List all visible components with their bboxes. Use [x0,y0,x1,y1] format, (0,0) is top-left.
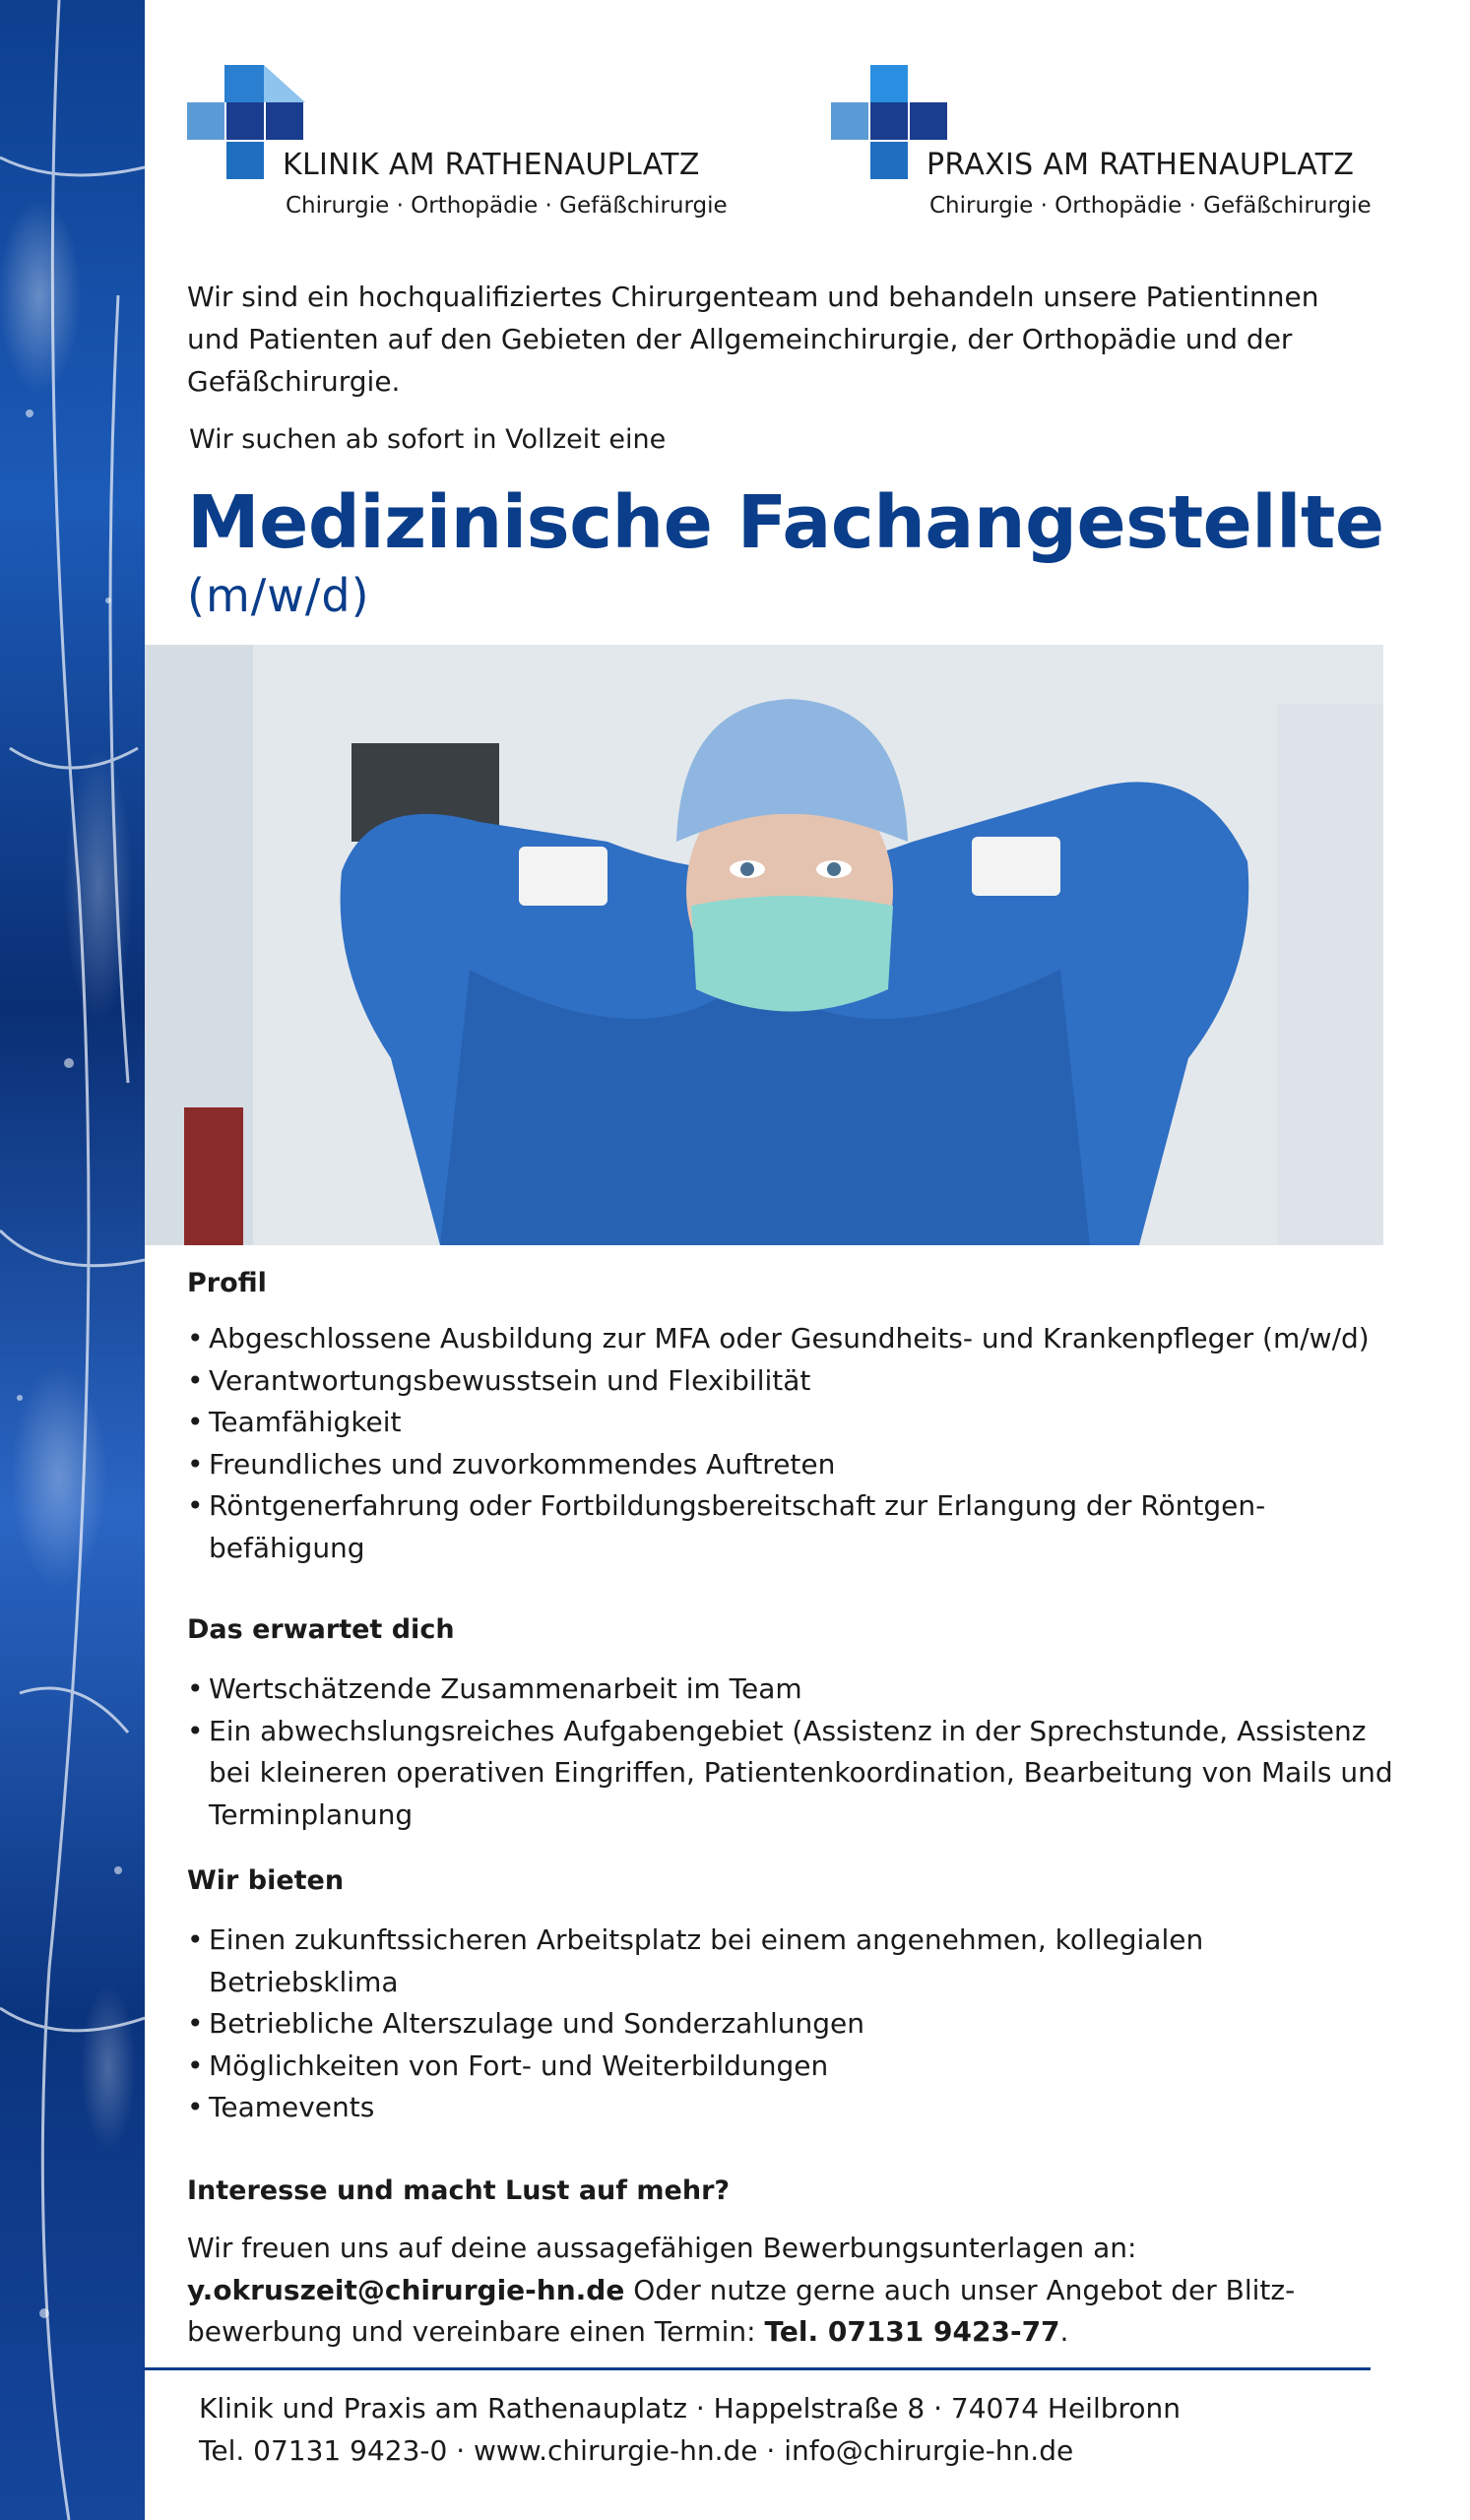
list-item: • Abgeschlossene Ausbildung zur MFA oder Gesundheits- und Krankenpfleger (m/w/d) [187,1318,1408,1360]
decorative-side-strip [0,0,145,2520]
profil-list [187,1318,1408,1569]
list-item: • Teamfähigkeit [187,1402,1408,1444]
cta-text: . [1059,2315,1069,2348]
application-call-to-action [187,2228,1359,2354]
logo-subtitle: Chirurgie · Orthopädie · Gefäßchirurgie [929,193,1372,219]
list-item: • Wertschätzende Zusammenarbeit im Team [187,1669,1408,1711]
footer [199,2388,1181,2472]
footer-contact: Tel. 07131 9423-0 · www.chirurgie-hn.de · info@chirurgie-hn.de [199,2433,1074,2467]
contact-phone[interactable]: Tel. 07131 9423-77 [764,2315,1060,2348]
list-item: • Freundliches und zuvorkommendes Auftreten [187,1444,1408,1486]
logo-name: KLINIK AM RATHENAUPLATZ [283,148,700,182]
list-item: • Einen zukunftssicheren Arbeitsplatz bei einem angenehmen, kollegialen Betriebsklima [187,1920,1321,2003]
list-item: • Betriebliche Alterszulage und Sonderzahlungen [187,2003,1408,2046]
job-title-gender: (m/w/d) [187,569,370,622]
section-heading-profil: Profil [187,1268,267,1298]
texture-scratches [0,0,145,2520]
logo-name: PRAXIS AM RATHENAUPLATZ [927,148,1355,182]
bieten-list [187,1920,1408,2129]
section-heading-erwartet: Das erwartet dich [187,1614,455,1645]
surgeon-illustration [145,645,1383,1245]
erwartet-list [187,1669,1408,1836]
contact-email-link[interactable]: y.okruszeit@chirurgie-hn.de [187,2273,625,2306]
section-heading-bieten: Wir bieten [187,1865,345,1896]
list-item: • Ein abwechslungsreiches Aufgabengebiet (Assistenz in der Sprechstunde, Assistenz bei kleineren operativen Eingriffen, Patientenkoordination, Bearbeitung von Mails und Terminplanung [187,1711,1410,1837]
cta-text: Wir freuen uns auf deine aussagefähigen Bewerbungsunterlagen an: [187,2232,1137,2264]
list-item: • Röntgenerfahrung oder Fortbildungsbereitschaft zur Erlangung der Röntgen-befähigung [187,1485,1341,1569]
logo-subtitle: Chirurgie · Orthopädie · Gefäßchirurgie [286,193,728,219]
list-item: • Verantwortungsbewusstsein und Flexibilität [187,1360,1408,1403]
cta-text: Oder nutze gerne auch unser Angebot der Blitz-bewerbung und vereinbare einen Termin: [187,2273,1296,2348]
list-item: • Teamevents [187,2087,1408,2129]
footer-address: Klinik und Praxis am Rathenauplatz · Happelstraße 8 · 74074 Heilbronn [199,2392,1182,2425]
intro-text: Wir sind ein hochqualifiziertes Chirurgenteam und behandeln unsere Patientinnen und Patienten auf den Gebieten der Allgemeinchirurgie, der Orthopädie und der Gefäßchirurgie. [187,281,1319,398]
footer-divider [145,2367,1371,2370]
list-item: • Möglichkeiten von Fort- und Weiterbildungen [187,2046,1408,2088]
section-heading-interesse: Interesse und macht Lust auf mehr? [187,2175,731,2206]
search-line: Wir suchen ab sofort in Vollzeit eine [189,424,667,455]
surgeon-photo [145,645,1383,1245]
job-title: Medizinische Fachangestellte [187,480,1384,565]
